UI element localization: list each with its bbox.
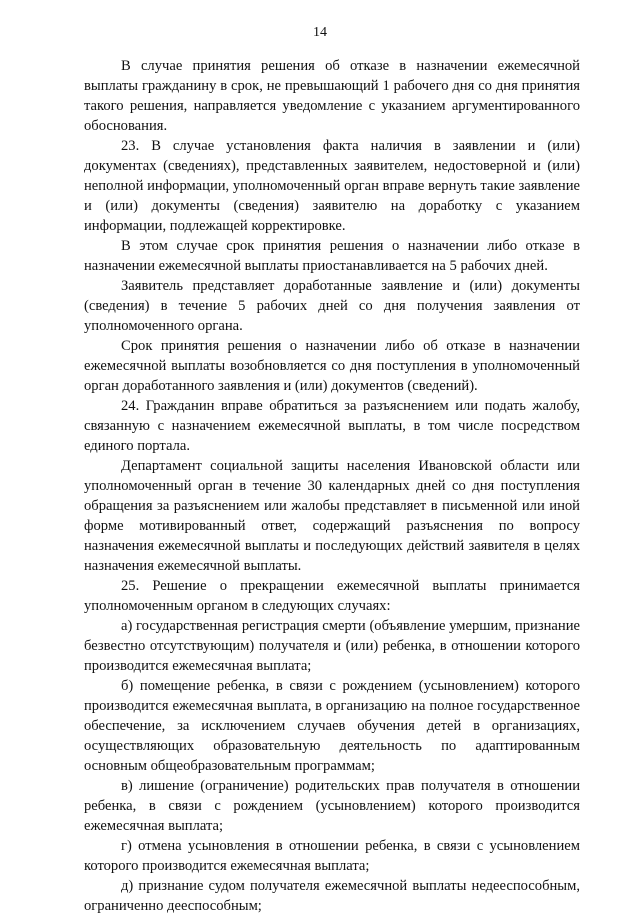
paragraph-term-resumption: Срок принятия решения о назначении либо об отказе в назначении ежемесячной выплаты возобновляется со дня поступления в уполномоченный орган доработанного заявления и (или) документов (сведений). — [84, 338, 580, 394]
list-item-d-incapacity-recognition: д) признание судом получателя ежемесячной выплаты недееспособным, ограниченно дееспособным; — [84, 878, 580, 914]
list-item-b-state-care-placement: б) помещение ребенка, в связи с рождением (усыновлением) которого производится ежемесячная выплата, в организацию на полное государственное обеспечение, за исключением случаев обучения детей в организациях, осуществляющих образовательную деятельность по адаптированным основным общеобразовательным программам; — [84, 678, 580, 774]
paragraph-refusal-notice: В случае принятия решения об отказе в назначении ежемесячной выплаты гражданину в срок, не превышающий 1 рабочего дня со дня принятия такого решения, направляется уведомление с указанием аргументированного обоснования. — [84, 58, 580, 134]
list-item-a-death-registration: а) государственная регистрация смерти (объявление умершим, признание безвестно отсутствующим) получателя и (или) ребенка, в отношении которого производится ежемесячная выплата; — [84, 618, 580, 674]
list-item-v-parental-rights-deprivation: в) лишение (ограничение) родительских прав получателя в отношении ребенка, в связи с рождением (усыновлением) которого производится ежемесячная выплата; — [84, 778, 580, 834]
paragraph-23-return-for-revision: 23. В случае установления факта наличия в заявлении и (или) документах (сведениях), представленных заявителем, недостоверной и (или) неполной информации, уполномоченный орган вправе вернуть такие заявление и (или) документы (сведения) заявителю на доработку с указанием информации, подлежащей корректировке. — [84, 138, 580, 234]
document-body — [84, 56, 580, 916]
paragraph-24-complaint-right: 24. Гражданин вправе обратиться за разъяснением или подать жалобу, связанную с назначением ежемесячной выплаты, в том числе посредством единого портала. — [84, 398, 580, 454]
paragraph-term-suspension: В этом случае срок принятия решения о назначении либо отказе в назначении ежемесячной выплаты приостанавливается на 5 рабочих дней. — [84, 238, 580, 274]
paragraph-applicant-resubmission: Заявитель представляет доработанные заявление и (или) документы (сведения) в течение 5 рабочих дней со дня получения заявления от уполномоченного органа. — [84, 278, 580, 334]
paragraph-department-response: Департамент социальной защиты населения Ивановской области или уполномоченный орган в течение 30 календарных дней со дня поступления обращения за разъяснением или жалобы представляет в письменной или иной форме мотивированный ответ, содержащий разъяснения по вопросу назначения ежемесячной выплаты и последующих действий заявителя в целях назначения ежемесячной выплаты. — [84, 458, 580, 574]
page-number: 14 — [313, 25, 327, 40]
list-item-g-adoption-cancellation: г) отмена усыновления в отношении ребенка, в связи с усыновлением которого производится ежемесячная выплата; — [84, 838, 580, 874]
paragraph-25-termination-cases: 25. Решение о прекращении ежемесячной выплаты принимается уполномоченным органом в следующих случаях: — [84, 578, 580, 614]
